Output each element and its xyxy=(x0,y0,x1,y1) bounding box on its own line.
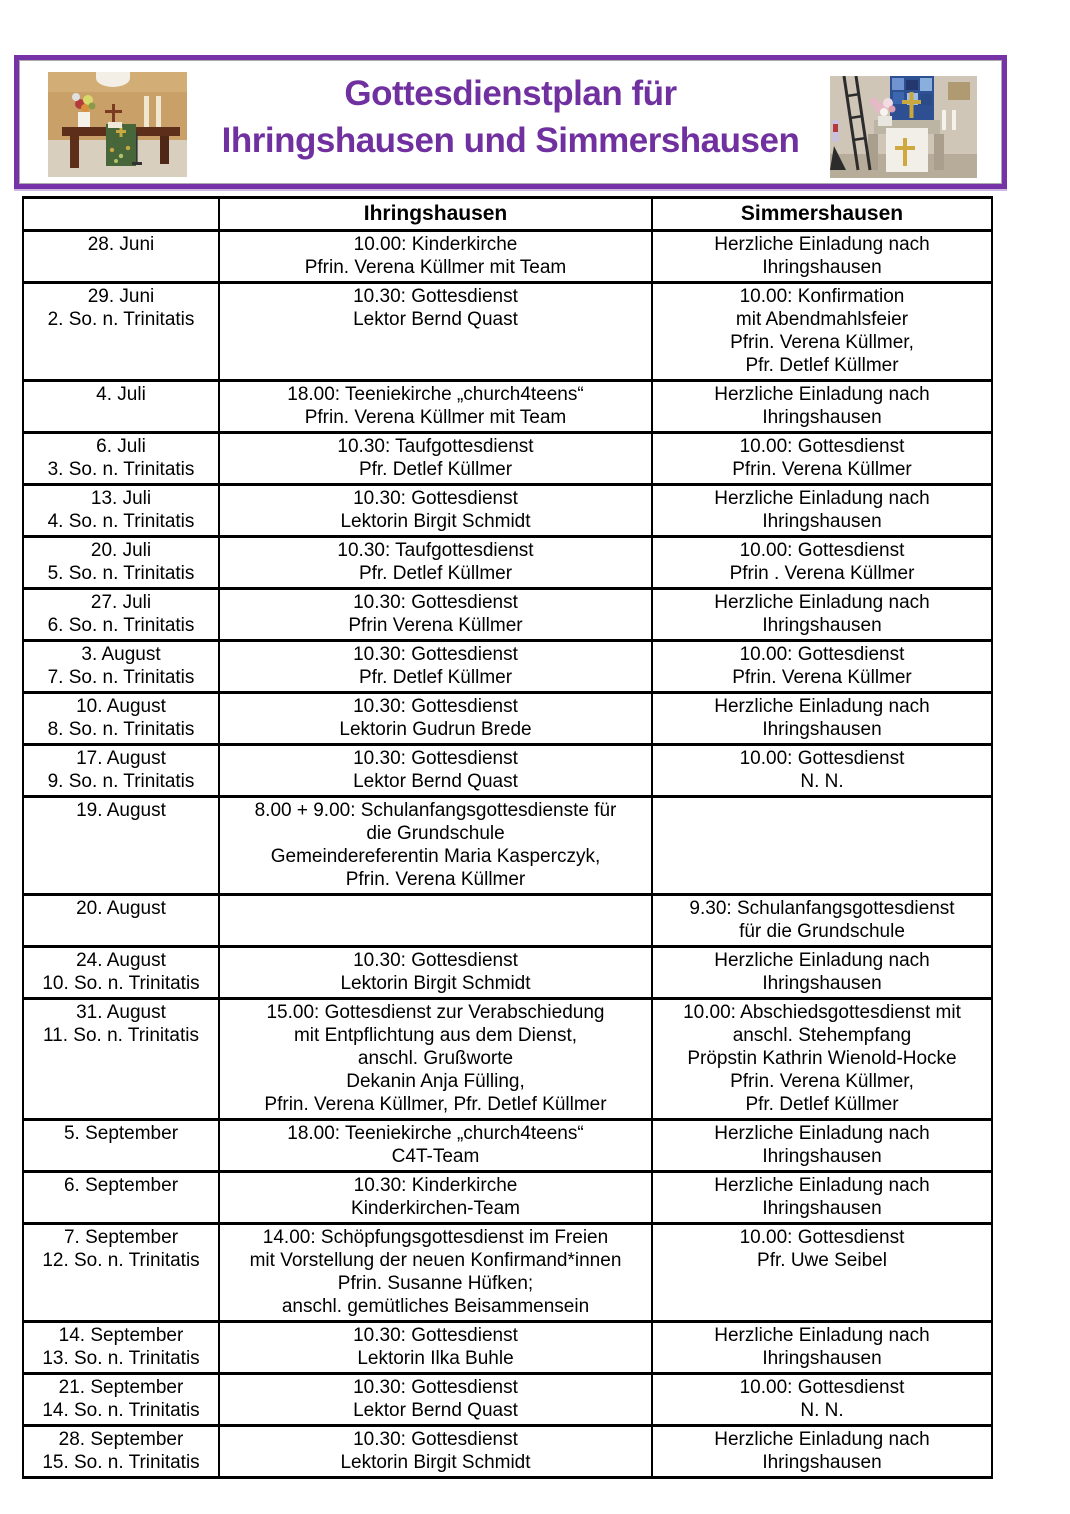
cell-date xyxy=(23,283,219,381)
cell-date xyxy=(23,589,219,641)
cell-line: 2. So. n. Trinitatis xyxy=(47,309,195,330)
cell-line: Ihringshausen xyxy=(762,257,882,278)
cell-simmershausen xyxy=(652,1120,992,1172)
cell-date xyxy=(23,947,219,999)
cell-line: 10.00: Gottesdienst xyxy=(739,748,905,769)
cell-simmershausen xyxy=(652,641,992,693)
cell-line: N. N. xyxy=(800,771,844,792)
cell-simmershausen xyxy=(652,895,992,947)
cell-line: 10.30: Gottesdienst xyxy=(353,696,518,717)
cell-line: mit Vorstellung der neuen Konfirmand*innen xyxy=(249,1250,622,1271)
cell-simmershausen xyxy=(652,1172,992,1224)
cell-line: anschl. Stehempfang xyxy=(732,1025,912,1046)
cell-line: Pfrin . Verena Küllmer xyxy=(729,563,915,584)
cell-simmershausen xyxy=(652,947,992,999)
table-row xyxy=(23,537,992,589)
cell-line: Herzliche Einladung nach xyxy=(714,488,930,509)
cell-line: 6. So. n. Trinitatis xyxy=(47,615,195,636)
table-row xyxy=(23,1172,992,1224)
cell-line: Pfrin. Verena Küllmer xyxy=(345,869,526,890)
table-row xyxy=(23,999,992,1120)
cell-line: Herzliche Einladung nach xyxy=(714,592,930,613)
cell-date xyxy=(23,1224,219,1322)
cell-ihringshausen xyxy=(219,1374,652,1426)
table-row xyxy=(23,947,992,999)
cell-line: 10.30: Gottesdienst xyxy=(353,950,518,971)
cell-line: 10.00: Kinderkirche xyxy=(353,234,518,255)
cell-line: 4. Juli xyxy=(96,384,146,405)
cell-simmershausen xyxy=(652,283,992,381)
cell-simmershausen xyxy=(652,1322,992,1374)
table-row xyxy=(23,1374,992,1426)
cell-line: für die Grundschule xyxy=(739,921,905,942)
cell-line: Herzliche Einladung nach xyxy=(714,950,930,971)
cell-line: 10.30: Gottesdienst xyxy=(353,592,518,613)
cell-ihringshausen xyxy=(219,589,652,641)
cell-line: Pfr. Detlef Küllmer xyxy=(745,1094,899,1115)
cell-date xyxy=(23,1120,219,1172)
cell-ihringshausen xyxy=(219,433,652,485)
cell-line: 15.00: Gottesdienst zur Verabschiedung xyxy=(266,1002,605,1023)
cell-line: 19. August xyxy=(76,800,166,821)
cell-line: 7. September xyxy=(63,1227,179,1248)
table-row xyxy=(23,1224,992,1322)
cell-simmershausen xyxy=(652,797,992,895)
cell-line: Herzliche Einladung nach xyxy=(714,1429,930,1450)
cell-line: Herzliche Einladung nach xyxy=(714,234,930,255)
cell-line: 10.30: Gottesdienst xyxy=(353,748,518,769)
cell-line: 10.00: Abschiedsgottesdienst mit xyxy=(683,1002,961,1023)
cell-line: anschl. Grußworte xyxy=(357,1048,514,1069)
cell-line: 11. So. n. Trinitatis xyxy=(43,1025,199,1046)
cell-line: Ihringshausen xyxy=(762,511,882,532)
cell-date xyxy=(23,1322,219,1374)
cell-simmershausen xyxy=(652,999,992,1120)
cell-line: Pfrin. Susanne Hüfken; xyxy=(337,1273,534,1294)
table-row xyxy=(23,433,992,485)
cell-line: Ihringshausen xyxy=(762,1146,882,1167)
cell-line: 20. August xyxy=(76,898,166,919)
cell-line: 18.00: Teeniekirche „church4teens“ xyxy=(287,384,584,405)
cell-line: Ihringshausen xyxy=(762,973,882,994)
table-row xyxy=(23,231,992,283)
table-row xyxy=(23,589,992,641)
cell-line: Ihringshausen xyxy=(762,407,882,428)
cell-line: 10.30: Gottesdienst xyxy=(353,644,518,665)
cell-ihringshausen xyxy=(219,895,652,947)
table-row xyxy=(23,485,992,537)
cell-date xyxy=(23,895,219,947)
cell-line: 10.30: Gottesdienst xyxy=(353,1325,518,1346)
cell-date xyxy=(23,537,219,589)
cell-line: Ihringshausen xyxy=(762,1452,882,1473)
cell-line: 24. August xyxy=(76,950,166,971)
table-row xyxy=(23,1120,992,1172)
cell-line: Herzliche Einladung nach xyxy=(714,1175,930,1196)
cell-simmershausen xyxy=(652,1224,992,1322)
cell-line: Herzliche Einladung nach xyxy=(714,696,930,717)
table-row xyxy=(23,381,992,433)
table-row xyxy=(23,745,992,797)
cell-date xyxy=(23,797,219,895)
cell-line: 27. Juli xyxy=(90,592,152,613)
cell-ihringshausen xyxy=(219,485,652,537)
cell-line: 9. So. n. Trinitatis xyxy=(47,771,195,792)
cell-line: 10.00: Gottesdienst xyxy=(739,540,905,561)
cell-line: 18.00: Teeniekirche „church4teens“ xyxy=(287,1123,584,1144)
cell-simmershausen xyxy=(652,589,992,641)
cell-line: Kinderkirchen-Team xyxy=(351,1198,520,1219)
cell-ihringshausen xyxy=(219,947,652,999)
cell-line: Pfrin. Verena Küllmer mit Team xyxy=(304,257,567,278)
cell-line: 10.00: Konfirmation xyxy=(739,286,905,307)
cell-date xyxy=(23,641,219,693)
cell-ihringshausen xyxy=(219,797,652,895)
cell-line: 10.30: Kinderkirche xyxy=(353,1175,518,1196)
cell-ihringshausen xyxy=(219,283,652,381)
cell-line: Pfrin. Verena Küllmer, xyxy=(730,1071,914,1092)
cell-line: 10.30: Taufgottesdienst xyxy=(337,436,534,457)
cell-ihringshausen xyxy=(219,381,652,433)
cell-line: 10.30: Gottesdienst xyxy=(353,1377,518,1398)
cell-simmershausen xyxy=(652,693,992,745)
cell-line: Dekanin Anja Fülling, xyxy=(346,1071,525,1092)
cell-line: 15. So. n. Trinitatis xyxy=(42,1452,200,1473)
cell-ihringshausen xyxy=(219,693,652,745)
cell-line: 10.30: Gottesdienst xyxy=(353,1429,518,1450)
cell-simmershausen xyxy=(652,1426,992,1478)
cell-ihringshausen xyxy=(219,1224,652,1322)
table-row xyxy=(23,797,992,895)
cell-line: Lektorin Birgit Schmidt xyxy=(340,511,531,532)
cell-line: 14.00: Schöpfungsgottesdienst im Freien xyxy=(262,1227,609,1248)
cell-line: 29. Juni xyxy=(87,286,155,307)
cell-line: Lektorin Gudrun Brede xyxy=(339,719,532,740)
cell-date xyxy=(23,231,219,283)
cell-simmershausen xyxy=(652,1374,992,1426)
cell-simmershausen xyxy=(652,381,992,433)
cell-line: 10. So. n. Trinitatis xyxy=(42,973,200,994)
page-title-line1: Gottesdienstplan für xyxy=(344,74,677,113)
cell-line: Ihringshausen xyxy=(762,615,882,636)
column-header-ihringshausen: Ihringshausen xyxy=(219,198,652,231)
cell-line: 31. August xyxy=(76,1002,166,1023)
cell-line: 10. August xyxy=(76,696,166,717)
cell-line: Pfrin. Verena Küllmer, xyxy=(730,332,914,353)
cell-line: Ihringshausen xyxy=(762,719,882,740)
cell-line: Lektor Bernd Quast xyxy=(353,309,518,330)
cell-line: 10.30: Taufgottesdienst xyxy=(337,540,534,561)
cell-line: 6. Juli xyxy=(96,436,146,457)
cell-line: 10.30: Gottesdienst xyxy=(353,488,518,509)
cell-line: Lektorin Birgit Schmidt xyxy=(340,1452,531,1473)
cell-line: die Grundschule xyxy=(366,823,505,844)
cell-simmershausen xyxy=(652,485,992,537)
cell-date xyxy=(23,999,219,1120)
cell-line: N. N. xyxy=(800,1400,844,1421)
cell-line: 10.30: Gottesdienst xyxy=(353,286,518,307)
table-row xyxy=(23,693,992,745)
cell-line: 28. September xyxy=(58,1429,184,1450)
cell-line: anschl. gemütliches Beisammensein xyxy=(281,1296,590,1317)
cell-ihringshausen xyxy=(219,1172,652,1224)
cell-line: Pfrin Verena Küllmer xyxy=(348,615,523,636)
cell-line: 8. So. n. Trinitatis xyxy=(47,719,195,740)
cell-line: Lektor Bernd Quast xyxy=(353,1400,518,1421)
cell-line: Ihringshausen xyxy=(762,1348,882,1369)
cell-line: 12. So. n. Trinitatis xyxy=(42,1250,200,1271)
altar-photo-simmershausen xyxy=(830,76,977,178)
cell-line: 10.00: Gottesdienst xyxy=(739,1227,905,1248)
cell-line: 13. Juli xyxy=(90,488,152,509)
schedule-body xyxy=(23,231,992,1478)
column-header-simmershausen: Simmershausen xyxy=(652,198,992,231)
cell-date xyxy=(23,1172,219,1224)
cell-line: 9.30: Schulanfangsgottesdienst xyxy=(689,898,955,919)
cell-line: 14. September xyxy=(58,1325,184,1346)
cell-line: Gemeindereferentin Maria Kasperczyk, xyxy=(270,846,601,867)
table-header-row xyxy=(23,198,992,231)
cell-line: C4T-Team xyxy=(391,1146,480,1167)
cell-date xyxy=(23,1426,219,1478)
cell-ihringshausen xyxy=(219,537,652,589)
cell-line: 3. August xyxy=(81,644,161,665)
cell-line: Ihringshausen xyxy=(762,1198,882,1219)
cell-line: Pfr. Uwe Seibel xyxy=(757,1250,887,1271)
cell-line: Pfr. Detlef Küllmer xyxy=(745,355,899,376)
table-row xyxy=(23,1322,992,1374)
cell-line: mit Entpflichtung aus dem Dienst, xyxy=(293,1025,578,1046)
cell-line: Pfr. Detlef Küllmer xyxy=(358,459,513,480)
cell-simmershausen xyxy=(652,745,992,797)
cell-date xyxy=(23,745,219,797)
cell-simmershausen xyxy=(652,537,992,589)
table-row xyxy=(23,895,992,947)
column-header-date xyxy=(23,198,219,231)
table-row xyxy=(23,641,992,693)
cell-line: 7. So. n. Trinitatis xyxy=(47,667,195,688)
cell-line: 21. September xyxy=(58,1377,184,1398)
cell-line: 5. September xyxy=(63,1123,179,1144)
cell-line: 28. Juni xyxy=(87,234,155,255)
cell-ihringshausen xyxy=(219,745,652,797)
cell-line: 8.00 + 9.00: Schulanfangsgottesdienste für xyxy=(254,800,617,821)
service-schedule-table xyxy=(22,196,993,1479)
cell-date xyxy=(23,485,219,537)
header-banner xyxy=(14,55,1007,189)
cell-ihringshausen xyxy=(219,999,652,1120)
cell-line: Herzliche Einladung nach xyxy=(714,1123,930,1144)
cell-line: mit Abendmahlsfeier xyxy=(735,309,909,330)
cell-line: Pfr. Detlef Küllmer xyxy=(358,563,513,584)
table-row xyxy=(23,1426,992,1478)
cell-line: Herzliche Einladung nach xyxy=(714,1325,930,1346)
cell-line: 14. So. n. Trinitatis xyxy=(42,1400,200,1421)
cell-line: Pfrin. Verena Küllmer, Pfr. Detlef Küllmer xyxy=(264,1094,607,1115)
cell-line: Pfr. Detlef Küllmer xyxy=(358,667,513,688)
cell-simmershausen xyxy=(652,433,992,485)
cell-line: 10.00: Gottesdienst xyxy=(739,436,905,457)
cell-line: Pfrin. Verena Küllmer xyxy=(732,667,912,688)
cell-ihringshausen xyxy=(219,1120,652,1172)
page-title-line2: Ihringshausen und Simmershausen xyxy=(221,121,800,160)
cell-line: 17. August xyxy=(76,748,166,769)
cell-line: Lektorin Ilka Buhle xyxy=(357,1348,514,1369)
table-row xyxy=(23,283,992,381)
cell-ihringshausen xyxy=(219,231,652,283)
cell-simmershausen xyxy=(652,231,992,283)
cell-ihringshausen xyxy=(219,1322,652,1374)
cell-date xyxy=(23,693,219,745)
cell-line: Pröpstin Kathrin Wienold-Hocke xyxy=(687,1048,957,1069)
cell-line: Pfrin. Verena Küllmer xyxy=(732,459,912,480)
cell-line: 6. September xyxy=(63,1175,179,1196)
cell-line: 10.00: Gottesdienst xyxy=(739,644,905,665)
cell-line: 10.00: Gottesdienst xyxy=(739,1377,905,1398)
cell-line: Lektor Bernd Quast xyxy=(353,771,518,792)
cell-date xyxy=(23,381,219,433)
cell-line: 5. So. n. Trinitatis xyxy=(47,563,195,584)
cell-line: 3. So. n. Trinitatis xyxy=(47,459,195,480)
cell-ihringshausen xyxy=(219,1426,652,1478)
cell-ihringshausen xyxy=(219,641,652,693)
cell-line: 13. So. n. Trinitatis xyxy=(42,1348,200,1369)
cell-line: 20. Juli xyxy=(90,540,152,561)
cell-line: Herzliche Einladung nach xyxy=(714,384,930,405)
cell-line: Lektorin Birgit Schmidt xyxy=(340,973,531,994)
cell-date xyxy=(23,1374,219,1426)
cell-line: 4. So. n. Trinitatis xyxy=(47,511,195,532)
cell-date xyxy=(23,433,219,485)
cell-line: Pfrin. Verena Küllmer mit Team xyxy=(304,407,567,428)
